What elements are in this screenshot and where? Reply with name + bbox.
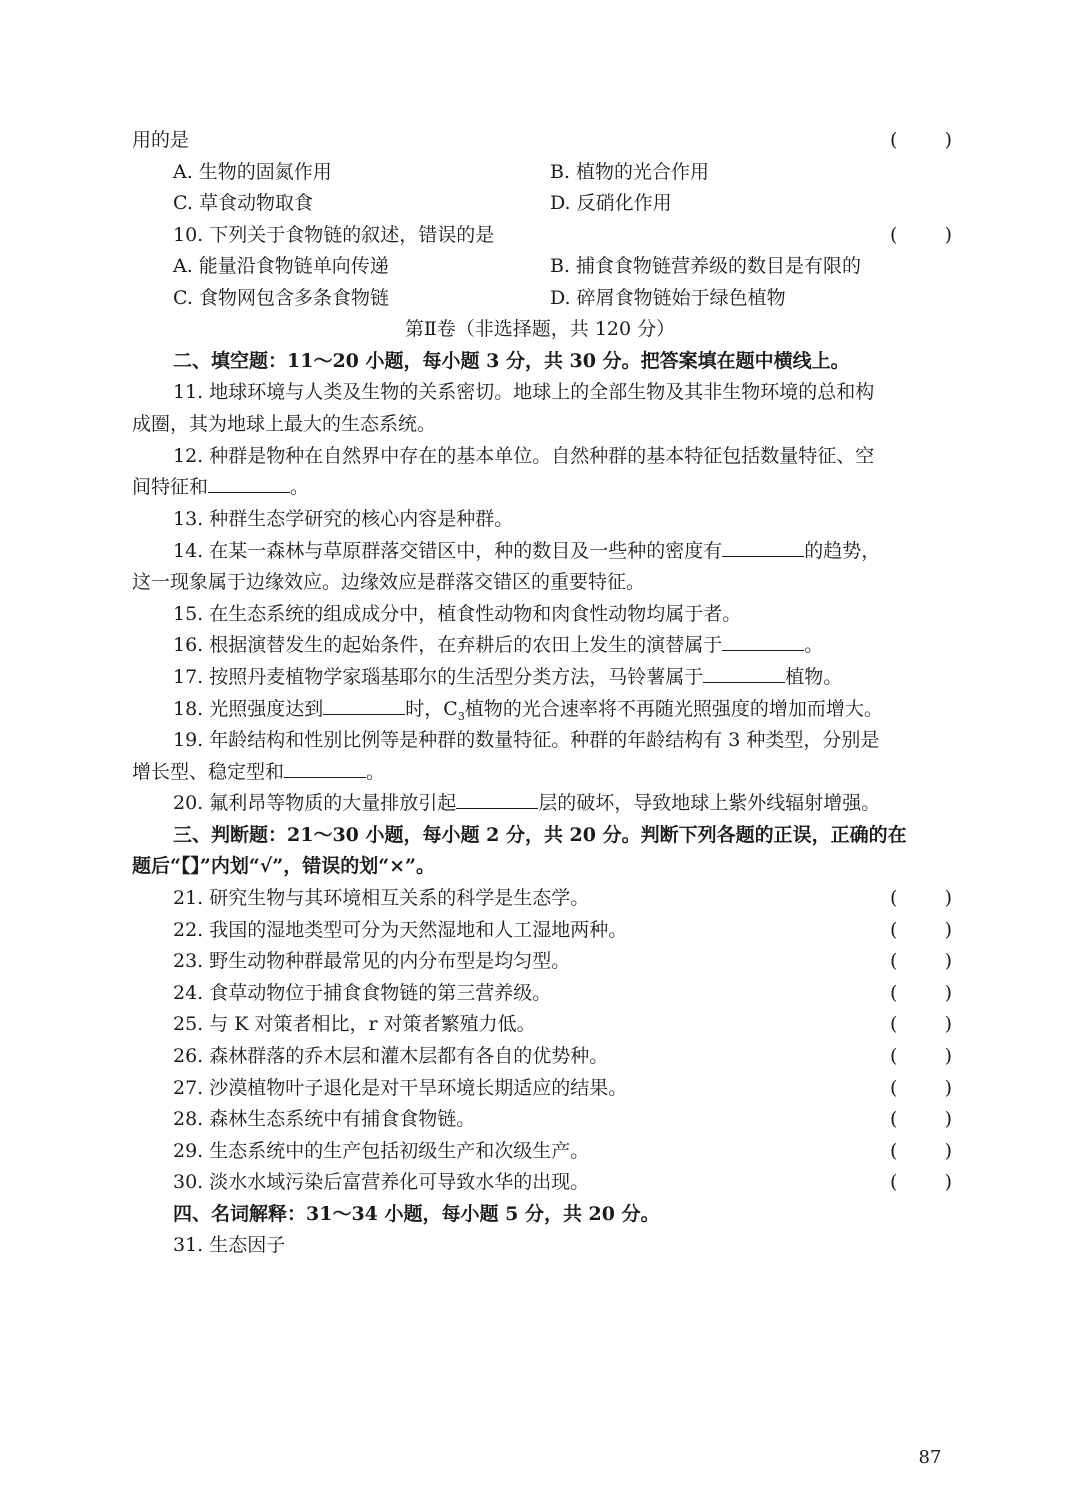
judge-item bbox=[173, 1008, 952, 1040]
answer-parentheses: ( ) bbox=[890, 224, 952, 246]
judge-item bbox=[173, 1103, 952, 1135]
answer-blank bbox=[456, 788, 538, 809]
question-9-options-row bbox=[173, 187, 952, 219]
option-d: D. 反硝化作用 bbox=[550, 192, 672, 214]
option-d: D. 碎屑食物链始于绿色植物 bbox=[550, 287, 786, 309]
question-9-stem-text: 用的是 bbox=[132, 129, 190, 151]
answer-parentheses: ( ) bbox=[890, 1077, 952, 1099]
judge-item bbox=[173, 1040, 952, 1072]
answer-blank bbox=[323, 694, 405, 715]
option-c: C. 食物网包含多条食物链 bbox=[173, 287, 389, 309]
question-17: 17. 按照丹麦植物学家瑙基耶尔的生活型分类方法，马铃薯属于 植物。 bbox=[173, 661, 952, 693]
judge-item bbox=[173, 945, 952, 977]
judge-heading-line-1: 三、判断题：21～30 小题，每小题 2 分，共 20 分。判断下列各题的正误，正确的在 bbox=[173, 824, 907, 846]
judge-item bbox=[173, 1166, 952, 1198]
terms-heading: 四、名词解释：31～34 小题，每小题 5 分，共 20 分。 bbox=[173, 1203, 660, 1225]
answer-blank bbox=[722, 630, 804, 651]
answer-parentheses: ( ) bbox=[890, 950, 952, 972]
judge-item-text: 22. 我国的湿地类型可分为天然湿地和人工湿地两种。 bbox=[173, 919, 628, 941]
answer-parentheses: ( ) bbox=[890, 1045, 952, 1067]
question-20: 20. 氟利昂等物质的大量排放引起 层的破坏，导致地球上紫外线辐射增强。 bbox=[173, 787, 952, 819]
answer-blank bbox=[722, 536, 804, 557]
judge-item-text: 25. 与 K 对策者相比，r 对策者繁殖力低。 bbox=[173, 1013, 536, 1035]
option-b: B. 植物的光合作用 bbox=[550, 161, 710, 183]
judge-item-text: 29. 生态系统中的生产包括初级生产和次级生产。 bbox=[173, 1140, 590, 1162]
judge-item bbox=[173, 1072, 952, 1104]
question-13: 13. 种群生态学研究的核心内容是种群。 bbox=[173, 508, 514, 530]
question-18: 18. 光照强度达到 时，$C_3$植物的光合速率将不再随光照强度的增加而增大。 bbox=[173, 693, 952, 725]
question-12-line-1: 12. 种群是物种在自然界中存在的基本单位。自然种群的基本特征包括数量特征、空 bbox=[173, 445, 875, 467]
judge-item bbox=[173, 1135, 952, 1167]
question-15: 15. 在生态系统的组成成分中，植食性动物和肉食性动物均属于者。 bbox=[173, 603, 742, 625]
option-b: B. 捕食食物链营养级的数目是有限的 bbox=[550, 255, 862, 277]
question-9-stem bbox=[132, 124, 952, 156]
judge-item bbox=[173, 977, 952, 1009]
question-14-line-1: 14. 在某一森林与草原群落交错区中，种的数目及一些种的密度有 的趋势， bbox=[173, 535, 952, 567]
answer-blank bbox=[703, 662, 785, 683]
question-11-line-2: 成圈，其为地球上最大的生态系统。 bbox=[132, 413, 437, 435]
judge-item bbox=[173, 914, 952, 946]
section-2-title: 第Ⅱ卷（非选择题，共 120 分） bbox=[404, 318, 676, 340]
judge-item-text: 23. 野生动物种群最常见的内分布型是均匀型。 bbox=[173, 950, 571, 972]
page-number: 87 bbox=[918, 1447, 942, 1468]
question-16: 16. 根据演替发生的起始条件，在弃耕后的农田上发生的演替属于 。 bbox=[173, 629, 952, 661]
question-12-line-2: 间特征和 。 bbox=[132, 471, 952, 503]
answer-parentheses: ( ) bbox=[890, 1013, 952, 1035]
question-10-options-row bbox=[173, 282, 952, 314]
question-11-line-1: 11. 地球环境与人类及生物的关系密切。地球上的全部生物及其非生物环境的总和构 bbox=[173, 381, 875, 403]
question-31: 31. 生态因子 bbox=[173, 1234, 286, 1256]
option-c: C. 草食动物取食 bbox=[173, 192, 313, 214]
question-19-line-1: 19. 年龄结构和性别比例等是种群的数量特征。种群的年龄结构有 3 种类型，分别是 bbox=[173, 729, 880, 751]
judge-item-text: 24. 食草动物位于捕食食物链的第三营养级。 bbox=[173, 982, 552, 1004]
question-10-stem-text: 10. 下列关于食物链的叙述，错误的是 bbox=[173, 224, 495, 246]
judge-item bbox=[173, 882, 952, 914]
option-a: A. 生物的固氮作用 bbox=[173, 161, 332, 183]
option-a: A. 能量沿食物链单向传递 bbox=[173, 255, 389, 277]
question-14-line-2: 这一现象属于边缘效应。边缘效应是群落交错区的重要特征。 bbox=[132, 571, 646, 593]
judge-item-text: 28. 森林生态系统中有捕食食物链。 bbox=[173, 1108, 476, 1130]
judge-heading-line-2: 题后“【】”内划“√”，错误的划“×”。 bbox=[132, 855, 435, 877]
question-9-options-row bbox=[173, 156, 952, 188]
question-19-line-2: 增长型、稳定型和 。 bbox=[132, 756, 952, 788]
judge-item-text: 21. 研究生物与其环境相互关系的科学是生态学。 bbox=[173, 887, 590, 909]
question-10-options-row bbox=[173, 250, 952, 282]
answer-parentheses: ( ) bbox=[890, 129, 952, 151]
answer-parentheses: ( ) bbox=[890, 1171, 952, 1193]
subscript-3: 3 bbox=[457, 709, 465, 723]
answer-parentheses: ( ) bbox=[890, 919, 952, 941]
answer-parentheses: ( ) bbox=[890, 887, 952, 909]
answer-parentheses: ( ) bbox=[890, 1108, 952, 1130]
answer-parentheses: ( ) bbox=[890, 982, 952, 1004]
answer-parentheses: ( ) bbox=[890, 1140, 952, 1162]
judge-item-text: 30. 淡水水域污染后富营养化可导致水华的出现。 bbox=[173, 1171, 590, 1193]
answer-blank bbox=[208, 472, 290, 493]
fill-in-heading: 二、填空题：11～20 小题，每小题 3 分，共 30 分。把答案填在题中横线上。 bbox=[173, 350, 850, 372]
answer-blank bbox=[284, 757, 366, 778]
question-10-stem bbox=[173, 219, 952, 251]
judge-item-text: 27. 沙漠植物叶子退化是对干旱环境长期适应的结果。 bbox=[173, 1077, 628, 1099]
judge-item-text: 26. 森林群落的乔木层和灌木层都有各自的优势种。 bbox=[173, 1045, 609, 1067]
